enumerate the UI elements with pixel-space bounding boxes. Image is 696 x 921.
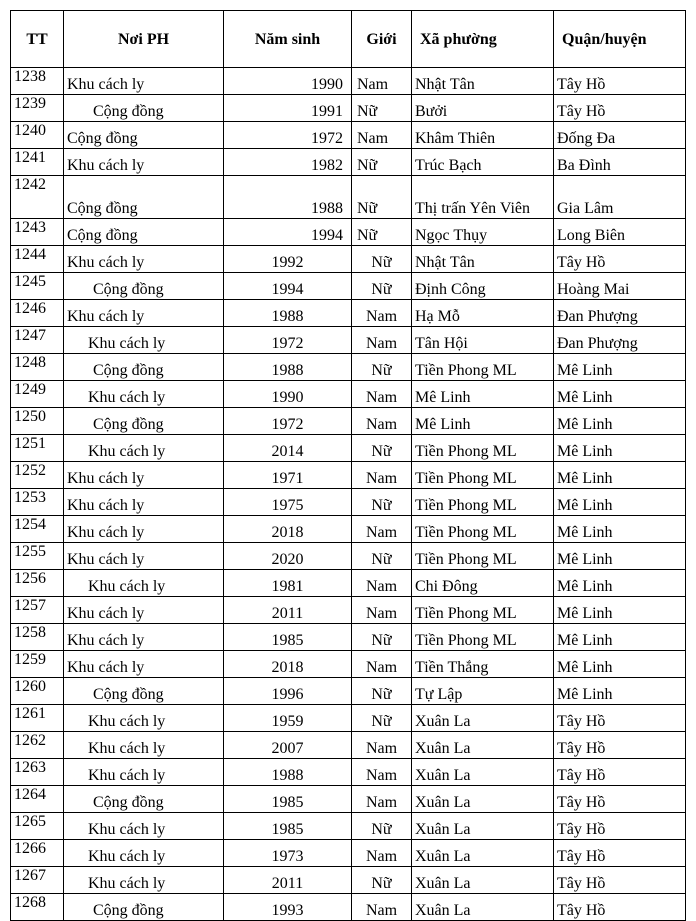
table-row [11,543,686,570]
district-cell: Mê Linh [554,381,686,408]
table-row [11,489,686,516]
header-quan-huyen: Quận/huyện [554,11,686,68]
table-row [11,570,686,597]
row-number: 1257 [11,597,64,624]
gender-cell: Nam [352,840,412,867]
table-row [11,273,686,300]
noi-ph-cell: Khu cách ly [64,300,224,327]
district-cell: Mê Linh [554,489,686,516]
gender-cell: Nam [352,516,412,543]
gender-cell: Nam [352,786,412,813]
table-row [11,759,686,786]
district-cell: Mê Linh [554,678,686,705]
header-tt: TT [11,11,64,68]
birth-year-cell: 1996 [224,678,352,705]
district-cell: Tây Hồ [554,759,686,786]
gender-cell: Nam [352,597,412,624]
ward-cell: Khâm Thiên [412,122,554,149]
birth-year-cell: 2018 [224,651,352,678]
birth-year-cell: 1988 [224,759,352,786]
header-row [11,11,686,68]
district-cell: Tây Hồ [554,840,686,867]
birth-year-cell: 1959 [224,705,352,732]
ward-cell: Tiền Phong ML [412,435,554,462]
noi-ph-cell: Cộng đồng [64,786,224,813]
row-number: 1267 [11,867,64,894]
table-row [11,68,686,95]
gender-cell: Nam [352,732,412,759]
district-cell: Mê Linh [554,570,686,597]
ward-cell: Xuân La [412,894,554,921]
gender-cell: Nữ [352,624,412,651]
ward-cell: Nhật Tân [412,246,554,273]
table-row [11,122,686,149]
birth-year-cell: 2018 [224,516,352,543]
noi-ph-cell: Khu cách ly [64,840,224,867]
table-row [11,462,686,489]
row-number: 1255 [11,543,64,570]
ward-cell: Tiền Phong ML [412,462,554,489]
birth-year-cell: 1992 [224,246,352,273]
gender-cell: Nam [352,122,412,149]
table-row [11,219,686,246]
gender-cell: Nữ [352,354,412,381]
district-cell: Mê Linh [554,516,686,543]
district-cell: Hoàng Mai [554,273,686,300]
row-number: 1250 [11,408,64,435]
header-xa-phuong: Xã phường [412,11,554,68]
row-number: 1256 [11,570,64,597]
ward-cell: Tiền Phong ML [412,624,554,651]
row-number: 1261 [11,705,64,732]
ward-cell: Chi Đông [412,570,554,597]
row-number: 1264 [11,786,64,813]
noi-ph-cell: Khu cách ly [64,570,224,597]
birth-year-cell: 2020 [224,543,352,570]
birth-year-cell: 2007 [224,732,352,759]
row-number: 1248 [11,354,64,381]
noi-ph-cell: Khu cách ly [64,489,224,516]
noi-ph-cell: Khu cách ly [64,597,224,624]
ward-cell: Trúc Bạch [412,149,554,176]
gender-cell: Nữ [352,176,412,219]
district-cell: Gia Lâm [554,176,686,219]
table-row [11,246,686,273]
district-cell: Mê Linh [554,354,686,381]
ward-cell: Tiền Phong ML [412,489,554,516]
gender-cell: Nam [352,570,412,597]
header-gioi: Giới [352,11,412,68]
table-row [11,327,686,354]
district-cell: Mê Linh [554,435,686,462]
district-cell: Mê Linh [554,597,686,624]
row-number: 1239 [11,95,64,122]
birth-year-cell: 1990 [224,381,352,408]
row-number: 1253 [11,489,64,516]
table-row [11,354,686,381]
gender-cell: Nam [352,651,412,678]
gender-cell: Nữ [352,95,412,122]
gender-cell: Nam [352,381,412,408]
table-row [11,95,686,122]
noi-ph-cell: Khu cách ly [64,732,224,759]
birth-year-cell: 1993 [224,894,352,921]
gender-cell: Nam [352,300,412,327]
noi-ph-cell: Khu cách ly [64,624,224,651]
row-number: 1241 [11,149,64,176]
table-row [11,408,686,435]
district-cell: Tây Hồ [554,732,686,759]
cases-table [10,10,686,921]
birth-year-cell: 2014 [224,435,352,462]
birth-year-cell: 1988 [224,176,352,219]
ward-cell: Tự Lập [412,678,554,705]
birth-year-cell: 1971 [224,462,352,489]
noi-ph-cell: Khu cách ly [64,327,224,354]
noi-ph-cell: Khu cách ly [64,516,224,543]
birth-year-cell: 1985 [224,624,352,651]
row-number: 1259 [11,651,64,678]
gender-cell: Nữ [352,705,412,732]
row-number: 1244 [11,246,64,273]
district-cell: Ba Đình [554,149,686,176]
ward-cell: Xuân La [412,732,554,759]
row-number: 1254 [11,516,64,543]
district-cell: Đan Phượng [554,327,686,354]
noi-ph-cell: Cộng đồng [64,894,224,921]
row-number: 1265 [11,813,64,840]
gender-cell: Nam [352,408,412,435]
noi-ph-cell: Khu cách ly [64,68,224,95]
row-number: 1243 [11,219,64,246]
table-row [11,624,686,651]
gender-cell: Nữ [352,246,412,273]
ward-cell: Mê Linh [412,408,554,435]
row-number: 1262 [11,732,64,759]
ward-cell: Hạ Mỗ [412,300,554,327]
noi-ph-cell: Khu cách ly [64,813,224,840]
noi-ph-cell: Cộng đồng [64,354,224,381]
row-number: 1249 [11,381,64,408]
row-number: 1251 [11,435,64,462]
row-number: 1268 [11,894,64,921]
district-cell: Mê Linh [554,624,686,651]
gender-cell: Nam [352,759,412,786]
birth-year-cell: 1988 [224,354,352,381]
birth-year-cell: 1972 [224,122,352,149]
ward-cell: Tiền Thắng [412,651,554,678]
noi-ph-cell: Khu cách ly [64,435,224,462]
birth-year-cell: 1982 [224,149,352,176]
birth-year-cell: 1975 [224,489,352,516]
birth-year-cell: 1990 [224,68,352,95]
table-row [11,381,686,408]
table-row [11,786,686,813]
ward-cell: Tiền Phong ML [412,516,554,543]
row-number: 1260 [11,678,64,705]
row-number: 1263 [11,759,64,786]
ward-cell: Nhật Tân [412,68,554,95]
noi-ph-cell: Khu cách ly [64,867,224,894]
district-cell: Đan Phượng [554,300,686,327]
ward-cell: Tân Hội [412,327,554,354]
noi-ph-cell: Khu cách ly [64,381,224,408]
table-row [11,867,686,894]
district-cell: Mê Linh [554,462,686,489]
birth-year-cell: 1988 [224,300,352,327]
row-number: 1247 [11,327,64,354]
header-noi-ph: Nơi PH [64,11,224,68]
district-cell: Tây Hồ [554,894,686,921]
gender-cell: Nữ [352,149,412,176]
row-number: 1240 [11,122,64,149]
ward-cell: Thị trấn Yên Viên [412,176,554,219]
table-row [11,176,686,219]
ward-cell: Xuân La [412,840,554,867]
ward-cell: Xuân La [412,705,554,732]
table-row [11,516,686,543]
district-cell: Tây Hồ [554,867,686,894]
gender-cell: Nữ [352,813,412,840]
noi-ph-cell: Cộng đồng [64,273,224,300]
table-row [11,597,686,624]
row-number: 1238 [11,68,64,95]
noi-ph-cell: Cộng đồng [64,219,224,246]
birth-year-cell: 2011 [224,867,352,894]
birth-year-cell: 1994 [224,273,352,300]
row-number: 1246 [11,300,64,327]
table-row [11,705,686,732]
gender-cell: Nữ [352,867,412,894]
birth-year-cell: 1985 [224,813,352,840]
district-cell: Tây Hồ [554,786,686,813]
noi-ph-cell: Khu cách ly [64,462,224,489]
district-cell: Đống Đa [554,122,686,149]
ward-cell: Tiền Phong ML [412,597,554,624]
birth-year-cell: 1991 [224,95,352,122]
table-row [11,651,686,678]
ward-cell: Mê Linh [412,381,554,408]
ward-cell: Xuân La [412,813,554,840]
gender-cell: Nam [352,894,412,921]
noi-ph-cell: Cộng đồng [64,408,224,435]
gender-cell: Nữ [352,489,412,516]
district-cell: Tây Hồ [554,95,686,122]
ward-cell: Định Công [412,273,554,300]
table-row [11,813,686,840]
table-row [11,300,686,327]
district-cell: Tây Hồ [554,68,686,95]
noi-ph-cell: Khu cách ly [64,543,224,570]
birth-year-cell: 1981 [224,570,352,597]
noi-ph-cell: Khu cách ly [64,149,224,176]
table-row [11,435,686,462]
table-row [11,840,686,867]
ward-cell: Tiền Phong ML [412,543,554,570]
noi-ph-cell: Khu cách ly [64,705,224,732]
row-number: 1242 [11,176,64,219]
birth-year-cell: 1973 [224,840,352,867]
table-row [11,149,686,176]
birth-year-cell: 1972 [224,327,352,354]
noi-ph-cell: Cộng đồng [64,122,224,149]
ward-cell: Xuân La [412,759,554,786]
noi-ph-cell: Khu cách ly [64,246,224,273]
ward-cell: Tiền Phong ML [412,354,554,381]
ward-cell: Xuân La [412,867,554,894]
table-row [11,894,686,921]
table-row [11,678,686,705]
gender-cell: Nữ [352,435,412,462]
district-cell: Tây Hồ [554,813,686,840]
birth-year-cell: 1994 [224,219,352,246]
ward-cell: Ngọc Thụy [412,219,554,246]
noi-ph-cell: Khu cách ly [64,651,224,678]
noi-ph-cell: Khu cách ly [64,759,224,786]
row-number: 1258 [11,624,64,651]
header-nam-sinh: Năm sinh [224,11,352,68]
ward-cell: Xuân La [412,786,554,813]
gender-cell: Nữ [352,543,412,570]
noi-ph-cell: Cộng đồng [64,678,224,705]
district-cell: Mê Linh [554,651,686,678]
birth-year-cell: 2011 [224,597,352,624]
gender-cell: Nữ [352,219,412,246]
gender-cell: Nam [352,327,412,354]
noi-ph-cell: Cộng đồng [64,95,224,122]
noi-ph-cell: Cộng đồng [64,176,224,219]
row-number: 1252 [11,462,64,489]
table-row [11,732,686,759]
district-cell: Mê Linh [554,543,686,570]
district-cell: Tây Hồ [554,246,686,273]
gender-cell: Nam [352,68,412,95]
district-cell: Long Biên [554,219,686,246]
gender-cell: Nữ [352,678,412,705]
birth-year-cell: 1985 [224,786,352,813]
ward-cell: Bưởi [412,95,554,122]
row-number: 1266 [11,840,64,867]
birth-year-cell: 1972 [224,408,352,435]
district-cell: Mê Linh [554,408,686,435]
gender-cell: Nữ [352,273,412,300]
district-cell: Tây Hồ [554,705,686,732]
gender-cell: Nam [352,462,412,489]
row-number: 1245 [11,273,64,300]
